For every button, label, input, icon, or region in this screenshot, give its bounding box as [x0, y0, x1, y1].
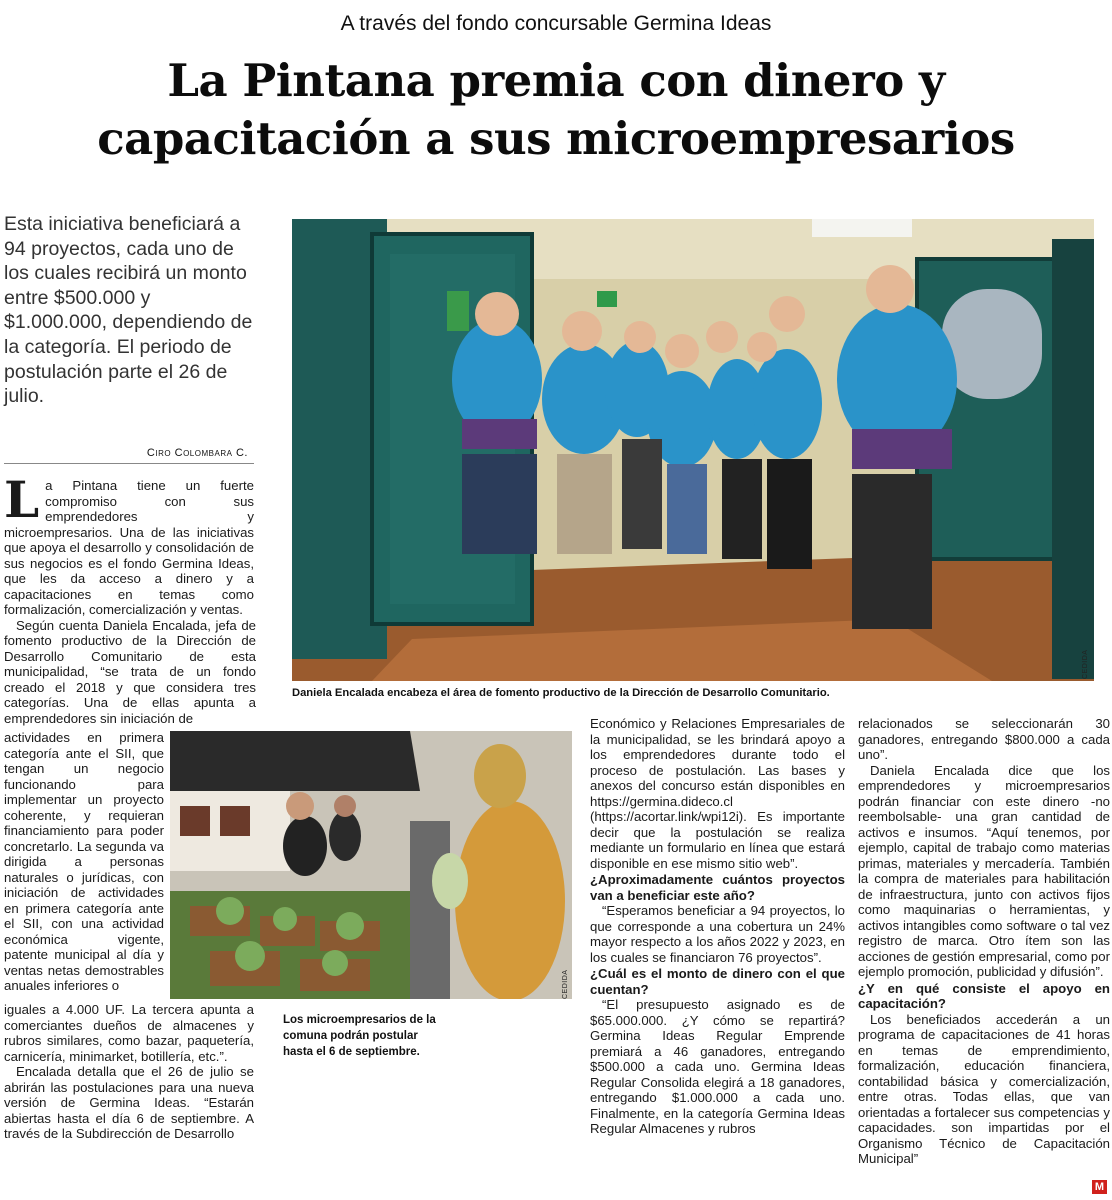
paragraph: “El presupuesto asignado es de $65.000.000. ¿Y cómo se repartirá? Germina Ideas Regular Emprende premiará a 46 ganadores, entregando $500.000 a cada uno. Germina Ideas Regular Consolida elegirá a 18 ganadores, entregando $1.000.000 a cada uno. Finalmente, en la categoría Germina Ideas Regular Almacenes y rubros — [590, 997, 845, 1136]
main-photo-caption: Daniela Encalada encabeza el área de fomento productivo de la Dirección de Desarrollo Comunitario. — [292, 687, 830, 699]
main-photo — [292, 219, 1094, 681]
paragraph: Daniela Encalada dice que los emprendedores y microempresarios podrán financiar con este dinero -no reembolsable- una gran cantidad de activos e insumos. “Aquí tenemos, por ejemplo, capital de trabajo como materias primas, materiales y mercadería. También la compra de materiales para habilitación de infraestructura, junto con activos fijos como maquinarias o herramientas, y activos intangibles como software o tal vez registro de marca. Otro ítem son las acciones de gestión empresarial, como por ejemplo promoción, publicidad y difusión”. — [858, 762, 1110, 979]
publication-logo-icon: M — [1092, 1180, 1107, 1194]
byline-divider — [4, 463, 254, 464]
kicker: A través del fondo concursable Germina Ideas — [340, 12, 772, 35]
lead-paragraph: Esta iniciativa beneficiará a 94 proyectos, cada uno de los cuales recibirá un monto entre $500.000 y $1.000.000, dependiendo de la categoría. El periodo de postulación parte el 26 de julio. — [4, 213, 253, 408]
paragraph: Según cuenta Daniela Encalada, jefa de fomento productivo de la Dirección de Desarrollo Comunitario de esta municipalidad, “se trata de un fondo creado el 2018 y que considera tres categorías. Una de ellas apunta a emprendedores sin iniciación de — [4, 617, 256, 726]
photo-credit: CEDIDA — [1082, 649, 1089, 679]
team-photo-image — [292, 219, 1094, 681]
headline-line-2: capacitación a sus microempresarios — [97, 112, 1015, 165]
question-heading: ¿Y en qué consiste el apoyo en capacitación? — [858, 980, 1110, 1011]
paragraph-text: a Pintana tiene un fuerte compromiso con sus emprendedores y microempresarios. Una de las iniciativas que apoya el desarrollo y consolidación de sus negocios es el fondo Germina Ideas, que les da acceso a dinero y a capacitaciones en temas como formalización, comercialización y ventas. — [4, 478, 254, 617]
paragraph: Económico y Relaciones Empresariales de la municipalidad, se les brindará apoyo a los emprendedores durante todo el proceso de postulación. Las bases y anexos del concurso están disponibles en https://germina.dideco.cl (https://acortar.link/wpi12i). Es importante decir que la postulación se realiza mediante un formulario en línea que estará disponible en ese mismo sitio web”. — [590, 716, 845, 871]
drop-cap: L — [4, 470, 40, 529]
market-photo — [170, 731, 572, 999]
headline — [0, 52, 1112, 168]
article-column-1-bottom — [4, 1002, 254, 1142]
question-heading: ¿Aproximadamente cuántos proyectos van a beneficiar este año? — [590, 872, 845, 903]
photo-credit: CEDIDA — [562, 969, 569, 999]
paragraph-continued: iguales a 4.000 UF. La tercera apunta a comerciantes dueños de almacenes y rubros similares, como bazar, paquetería, carnicería, minimarket, botillería, etc.”. — [4, 1002, 254, 1064]
paragraph-continued: actividades en primera categoría ante el SII, que tengan un negocio funcionando para implementar un proyecto coherente, y requieran financiamiento para poder concretarlo. La segunda va dirigida a personas naturales o jurídicas, con iniciación de actividades en primera categoría ante el SII, con una actividad económica vigente, patente municipal al día y ventas netas demostrables anuales inferiores o — [4, 730, 164, 993]
byline: Ciro Colombara C. — [146, 447, 248, 459]
market-photo-image — [170, 731, 572, 999]
market-photo-caption: Los microempresarios de la comuna podrán postular hasta el 6 de septiembre. — [283, 1014, 436, 1058]
paragraph: relacionados se seleccionarán 30 ganadores, entregando $800.000 a cada uno”. — [858, 716, 1110, 762]
question-heading: ¿Cuál es el monto de dinero con el que cuentan? — [590, 966, 845, 997]
paragraph: Encalada detalla que el 26 de julio se abrirán las postulaciones para una nueva versión de Germina Ideas. “Estarán abiertas hasta el día 6 de septiembre. A través de la Subdirección de Desarrollo — [4, 1064, 254, 1141]
article-column-3 — [858, 716, 1110, 1167]
article-column-2 — [590, 716, 845, 1137]
paragraph — [4, 470, 254, 618]
article-column-1-beside-photo — [4, 730, 164, 994]
article-column-1 — [4, 470, 256, 728]
paragraph: “Esperamos beneficiar a 94 proyectos, lo que corresponde a una cobertura un 24% mayor respecto a los años 2022 y 2023, en los cuales se financiaron 76 proyectos”. — [590, 903, 845, 965]
paragraph: Los beneficiados accederán a un programa de capacitaciones de 41 horas en temas de emprendimiento, formalización, educación financiera, contabilidad básica y comercialización, entre otras. Todas ellas, que van orientadas a fortalecer sus competencias y capacidades. son impartidas por el Organismo Técnico de Capacitación Municipal” — [858, 1011, 1110, 1166]
headline-line-1: La Pintana premia con dinero y — [167, 54, 945, 107]
